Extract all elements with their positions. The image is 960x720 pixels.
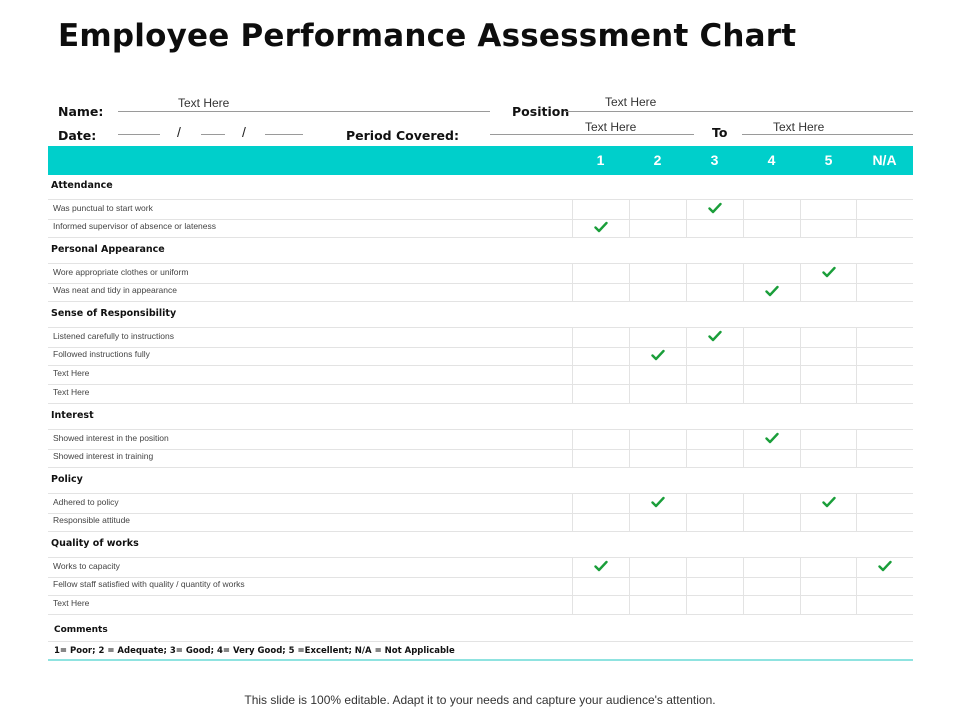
rating-cell-4[interactable] [743, 494, 801, 513]
position-field[interactable]: Text Here [605, 95, 657, 109]
rating-cell-5[interactable] [800, 346, 858, 365]
date-separator: / [242, 124, 246, 140]
rating-cell-3[interactable] [686, 448, 744, 467]
rating-cell-na[interactable] [856, 448, 914, 467]
rating-cell-2[interactable] [629, 264, 687, 283]
rating-cell-1[interactable] [572, 282, 630, 301]
criteria-row [48, 595, 913, 615]
rating-cell-2[interactable] [629, 448, 687, 467]
scale-header-5: 5 [824, 152, 833, 168]
criteria-label: Text Here [53, 387, 90, 397]
rating-cell-2[interactable] [629, 328, 687, 347]
rating-cell-1[interactable] [572, 346, 630, 365]
rating-cell-5[interactable] [800, 328, 858, 347]
rating-cell-3[interactable] [686, 384, 744, 403]
rating-cell-na[interactable] [856, 512, 914, 531]
rating-cell-na[interactable] [856, 365, 914, 384]
date-label: Date: [58, 128, 97, 143]
period-covered-label: Period Covered: [346, 128, 459, 143]
date-separator: / [177, 124, 181, 140]
rating-cell-1[interactable] [572, 264, 630, 283]
checkmark-icon [822, 266, 836, 278]
rating-cell-na[interactable] [856, 430, 914, 449]
rating-cell-3[interactable] [686, 365, 744, 384]
to-label: To [712, 125, 728, 140]
criteria-label: Followed instructions fully [53, 349, 150, 359]
rating-cell-2[interactable] [629, 218, 687, 237]
criteria-row [48, 576, 913, 596]
criteria-row [48, 365, 913, 385]
rating-cell-1[interactable] [572, 200, 630, 219]
rating-cell-3[interactable] [686, 430, 744, 449]
checkmark-icon [708, 330, 722, 342]
rating-cell-3[interactable] [686, 595, 744, 614]
position-label: Position [512, 104, 570, 119]
criteria-row [48, 263, 913, 284]
rating-cell-2[interactable] [629, 365, 687, 384]
rating-cell-na[interactable] [856, 494, 914, 513]
category-heading: Quality of works [51, 538, 139, 549]
position-underline [565, 111, 913, 112]
period-from-underline [490, 134, 694, 135]
rating-cell-na[interactable] [856, 346, 914, 365]
rating-cell-na[interactable] [856, 576, 914, 595]
rating-cell-4[interactable] [743, 218, 801, 237]
date-year-field[interactable] [265, 134, 303, 135]
criteria-row [48, 448, 913, 468]
rating-cell-1[interactable] [572, 576, 630, 595]
criteria-label: Wore appropriate clothes or uniform [53, 267, 189, 277]
rating-cell-5[interactable] [800, 282, 858, 301]
date-month-field[interactable] [201, 134, 225, 135]
checkmark-icon [878, 560, 892, 572]
legend-divider [48, 659, 913, 661]
rating-cell-4[interactable] [743, 264, 801, 283]
criteria-row [48, 346, 913, 366]
checkmark-icon [765, 285, 779, 297]
rating-cell-3[interactable] [686, 346, 744, 365]
scale-header-4: 4 [767, 152, 776, 168]
criteria-row [48, 557, 913, 578]
rating-cell-3[interactable] [686, 512, 744, 531]
date-day-field[interactable] [118, 134, 160, 135]
category-heading: Personal Appearance [51, 244, 165, 255]
name-field[interactable]: Text Here [178, 96, 230, 110]
rating-cell-1[interactable] [572, 430, 630, 449]
category-heading: Interest [51, 410, 94, 421]
criteria-label: Fellow staff satisfied with quality / quantity of works [53, 579, 245, 589]
rating-cell-na[interactable] [856, 384, 914, 403]
rating-legend: 1= Poor; 2 = Adequate; 3= Good; 4= Very Good; 5 =Excellent; N/A = Not Applicable [54, 646, 455, 656]
scale-header-na: N/A [872, 152, 897, 168]
page-title: Employee Performance Assessment Chart [58, 18, 797, 54]
rating-cell-3[interactable] [686, 218, 744, 237]
criteria-label: Informed supervisor of absence or lateness [53, 221, 217, 231]
rating-cell-1[interactable] [572, 365, 630, 384]
scale-header-1: 1 [596, 152, 605, 168]
rating-cell-5[interactable] [800, 558, 858, 577]
period-to-underline [742, 134, 913, 135]
footer-note: This slide is 100% editable. Adapt it to your needs and capture your audience's attention. [244, 693, 716, 707]
rating-cell-3[interactable] [686, 494, 744, 513]
criteria-row [48, 493, 913, 514]
rating-cell-4[interactable] [743, 384, 801, 403]
rating-cell-4[interactable] [743, 558, 801, 577]
rating-cell-na[interactable] [856, 200, 914, 219]
rating-cell-1[interactable] [572, 328, 630, 347]
criteria-label: Listened carefully to instructions [53, 331, 174, 341]
criteria-label: Text Here [53, 598, 90, 608]
rating-cell-4[interactable] [743, 576, 801, 595]
rating-cell-5[interactable] [800, 576, 858, 595]
checkmark-icon [651, 349, 665, 361]
criteria-row [48, 429, 913, 450]
rating-cell-4[interactable] [743, 448, 801, 467]
rating-cell-4[interactable] [743, 595, 801, 614]
criteria-row [48, 327, 913, 348]
rating-cell-1[interactable] [572, 494, 630, 513]
rating-cell-5[interactable] [800, 430, 858, 449]
rating-cell-3[interactable] [686, 558, 744, 577]
rating-cell-2[interactable] [629, 576, 687, 595]
rating-cell-5[interactable] [800, 448, 858, 467]
checkmark-icon [765, 432, 779, 444]
checkmark-icon [594, 221, 608, 233]
rating-cell-2[interactable] [629, 200, 687, 219]
comments-row[interactable] [48, 622, 913, 642]
rating-cell-4[interactable] [743, 200, 801, 219]
rating-scale-header [48, 146, 913, 175]
rating-cell-2[interactable] [629, 512, 687, 531]
scale-header-2: 2 [653, 152, 662, 168]
rating-cell-na[interactable] [856, 282, 914, 301]
criteria-label: Works to capacity [53, 561, 120, 571]
rating-cell-4[interactable] [743, 365, 801, 384]
rating-cell-na[interactable] [856, 264, 914, 283]
period-to-field[interactable]: Text Here [773, 120, 825, 134]
rating-cell-5[interactable] [800, 512, 858, 531]
checkmark-icon [822, 496, 836, 508]
rating-cell-5[interactable] [800, 595, 858, 614]
criteria-label: Was neat and tidy in appearance [53, 285, 177, 295]
name-underline [118, 111, 490, 112]
criteria-row [48, 199, 913, 220]
rating-cell-2[interactable] [629, 384, 687, 403]
criteria-row [48, 218, 913, 238]
rating-cell-3[interactable] [686, 282, 744, 301]
name-label: Name: [58, 104, 104, 119]
rating-cell-3[interactable] [686, 576, 744, 595]
rating-cell-1[interactable] [572, 595, 630, 614]
rating-cell-4[interactable] [743, 328, 801, 347]
criteria-label: Showed interest in the position [53, 433, 169, 443]
rating-cell-1[interactable] [572, 384, 630, 403]
category-heading: Policy [51, 474, 83, 485]
rating-cell-na[interactable] [856, 218, 914, 237]
criteria-label: Was punctual to start work [53, 203, 153, 213]
category-heading: Attendance [51, 180, 113, 191]
rating-cell-5[interactable] [800, 384, 858, 403]
rating-cell-na[interactable] [856, 328, 914, 347]
rating-cell-5[interactable] [800, 200, 858, 219]
criteria-label: Responsible attitude [53, 515, 131, 525]
criteria-row [48, 282, 913, 302]
rating-cell-4[interactable] [743, 346, 801, 365]
rating-cell-2[interactable] [629, 282, 687, 301]
period-from-field[interactable]: Text Here [585, 120, 637, 134]
rating-cell-3[interactable] [686, 264, 744, 283]
rating-cell-2[interactable] [629, 595, 687, 614]
category-heading: Sense of Responsibility [51, 308, 177, 319]
checkmark-icon [651, 496, 665, 508]
criteria-row [48, 512, 913, 532]
scale-header-3: 3 [710, 152, 719, 168]
rating-cell-5[interactable] [800, 365, 858, 384]
rating-cell-1[interactable] [572, 448, 630, 467]
criteria-label: Showed interest in training [53, 451, 154, 461]
checkmark-icon [708, 202, 722, 214]
rating-cell-4[interactable] [743, 512, 801, 531]
criteria-label: Adhered to policy [53, 497, 119, 507]
checkmark-icon [594, 560, 608, 572]
rating-cell-2[interactable] [629, 430, 687, 449]
criteria-label: Text Here [53, 368, 90, 378]
rating-cell-1[interactable] [572, 512, 630, 531]
comments-label: Comments [54, 625, 108, 635]
criteria-row [48, 384, 913, 404]
rating-cell-na[interactable] [856, 595, 914, 614]
rating-cell-5[interactable] [800, 218, 858, 237]
rating-cell-2[interactable] [629, 558, 687, 577]
